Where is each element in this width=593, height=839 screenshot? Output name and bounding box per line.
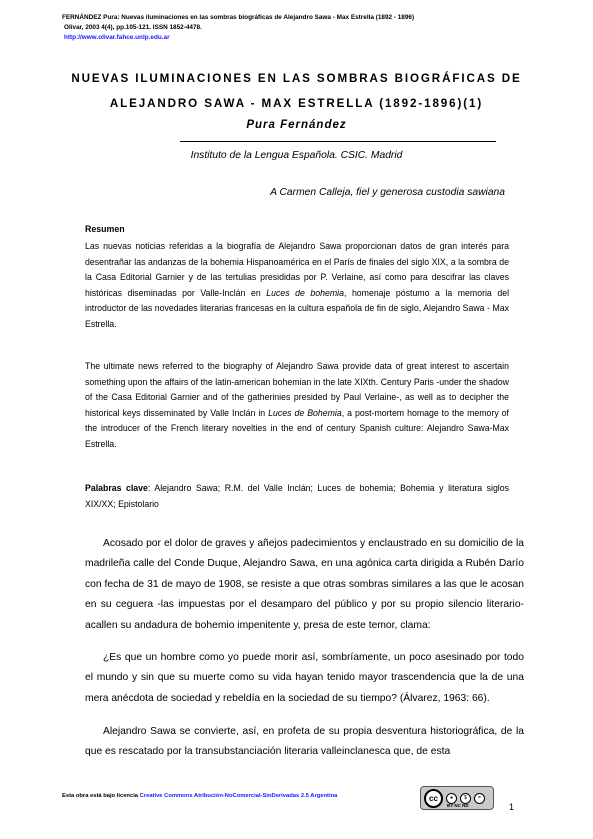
title-line-1: NUEVAS ILUMINACIONES EN LAS SOMBRAS BIOGRÁFICAS DE (71, 72, 522, 85)
article-title (40, 66, 553, 116)
body-paragraph-3 (85, 722, 524, 763)
license-prefix: Esta obra está bajo licencia (62, 793, 140, 799)
abstract-es-text: Las nuevas noticias referidas a la biografía de Alejandro Sawa proporcionan datos de gran interés para desentrañar las andanzas de la bohemia Hispanoamérica en el París de finales del siglo XIX, a la sombra de la Casa Editorial Garnier y de las tertulias presididas por P. Verlaine, así como para descifrar las claves históricas diseminadas por Valle-Inclán en (85, 241, 509, 298)
body-paragraph-1 (85, 534, 524, 636)
issn-line: Olivar, 2003 4(4), pp.105-121. ISSN 1852-4478. (64, 24, 202, 31)
body-p3-text: Alejandro Sawa se convierte, así, en profeta de su propia desventura historiográfica, de la que es rescatado por la transubstanciación literaria valleinclanesca que, de esta (85, 726, 524, 758)
body-quote (85, 648, 524, 709)
journal-link[interactable]: http://www.olivar.fahce.unlp.edu.ar (64, 34, 170, 41)
abstract-en-italic: Luces de Bohemia (268, 407, 342, 418)
abstract-es-italic: Luces de bohemia (266, 287, 344, 298)
citation-line: FERNÁNDEZ Pura: Nuevas iluminaciones en las sombras biográficas de Alejandro Sawa - Max Estrella (1892 - 1896) (62, 14, 415, 21)
running-header (62, 13, 414, 43)
license-footer (62, 793, 337, 799)
cc-license-badge[interactable] (420, 786, 494, 810)
nc-icon: $ (460, 793, 471, 804)
abstract-es-text-end: , homenaje póstumo a la memoria del introductor de las novedades literarias francesas en la cultura española de fin de siglo, Alejandro Sawa - Max Estrella. (85, 287, 510, 329)
title-line-2: ALEJANDRO SAWA - MAX ESTRELLA (1892-1896)(1) (109, 97, 484, 110)
abstract-heading: Resumen (85, 224, 125, 234)
body-p1-text: Acosado por el dolor de graves y añejos padecimientos y enclaustrado en su domicilio de la madrileña calle del Conde Duque, Alejandro Sawa, en una agónica carta dirigida a Rubén Darío con fecha de 31 de mayo de 1908, se resiste a que otras sombras similares a las que le acosan en su ceguera -las impuestas por el desamparo del público y por su propio silencio literario- acallen su andadura de bohemio impenitente y, presa de este temor, clama: (85, 538, 524, 631)
cc-badge-text: BY NC ND (447, 803, 469, 808)
abstract-en-text-end: , a post-mortem homage to the memory of the introducer of the French literary novelties in the end of century Spanish culture: Alejandro Sawa-Max Estrella. (85, 407, 509, 449)
dedication: A Carmen Calleja, fiel y generosa custodia sawiana (270, 187, 505, 198)
page-number: 1 (509, 802, 515, 812)
author-name: Pura Fernández (246, 119, 347, 131)
author-rule (180, 141, 496, 142)
by-icon: ● (446, 793, 457, 804)
abstract-en-text: The ultimate news referred to the biography of Alejandro Sawa provide data of great interest to ascertain something upon the affairs of the latin-american bohemian in the late XIXth. Century Paris -under the shadow of the Casa Editorial Garnier and of the gatherinies presided by Paul Verlaine-, as well as to decipher the historical keys disseminated by Valle Inclán in (85, 361, 509, 418)
license-link[interactable]: Creative Commons Atribución-NoComercial-SinDerivadas 2.5 Argentina (139, 793, 338, 799)
nd-icon: = (474, 793, 485, 804)
keywords-text: : Alejandro Sawa; R.M. del Valle Inclán; Luces de bohemia; Bohemia y literatura siglos XIX/XX; Epistolario (85, 483, 509, 509)
body-p2-text: ¿Es que un hombre como yo puede morir así, sombríamente, un poco asesinado por todo el mundo y sin que su muerte como su vida hayan tenido mayor trascendencia que la de una mera anécdota de sociedad y rebeldía en la sociedad de su tiempo? (Álvarez, 1963: 66). (85, 652, 524, 704)
keywords-label: Palabras clave (85, 483, 148, 493)
affiliation: Instituto de la Lengua Española. CSIC. Madrid (190, 150, 403, 161)
abstract-spanish (85, 239, 509, 332)
abstract-english (85, 359, 509, 452)
keywords (85, 481, 509, 512)
cc-logo-icon: cc (424, 789, 443, 808)
